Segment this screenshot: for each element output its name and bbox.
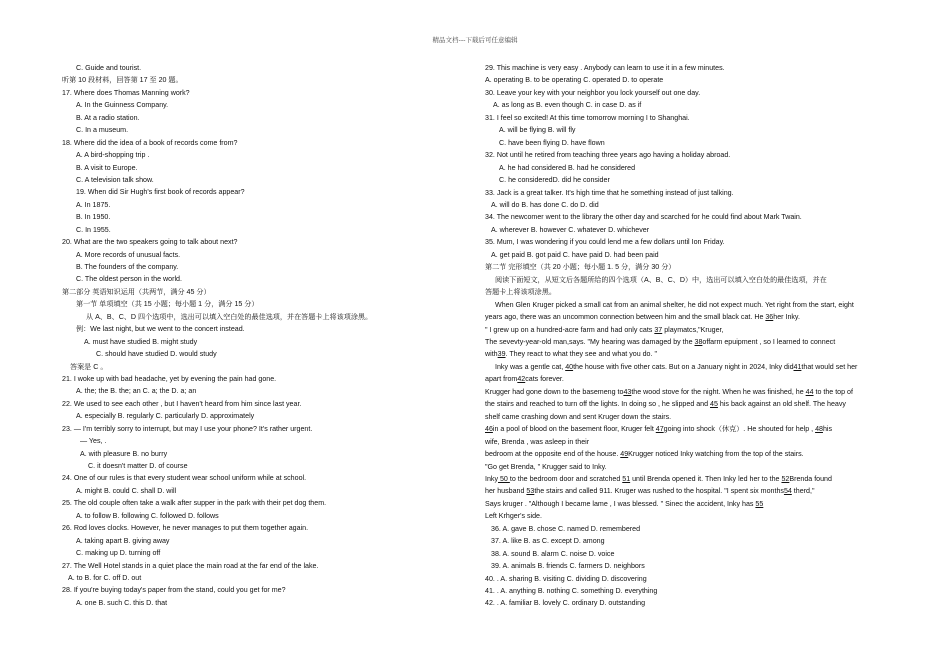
text-line: Inky 50 to the bedroom door and scratched 51 until Brenda opened it. Then Inky led her to the 52Brenda found — [485, 474, 832, 483]
text-line: 34. The newcomer went to the library the other day and scarched for he could find about Mark Twain. — [485, 213, 802, 222]
text-line: Says kruger . "Although I became lame , I was blessed. " Sinec the accident, Inky has 55 — [485, 499, 764, 508]
text-line: A. one B. such C. this D. that — [76, 598, 168, 607]
text-line: 第二部分 英语知识运用（共两节，满分 45 分） — [62, 287, 211, 296]
text-line: A. get paid B. got paid C. have paid D. had been paid — [491, 250, 659, 259]
text-line: A. will be flying B. will fly — [499, 126, 576, 135]
text-line: C. he consideredD. did he consider — [499, 176, 610, 185]
text-line: A. will do B. has done C. do D. did — [491, 200, 599, 209]
text-line: 37. A. like B. as C. except D. among — [491, 537, 605, 546]
text-line: her husband 53the stairs and called 911. Kruger was rushed to the hospital. "I spent six months54 therd," — [485, 487, 815, 496]
text-line: A. operating B. to be operating C. operated D. to operate — [485, 76, 664, 85]
text-line: A. to follow B. following C. followed D. follows — [76, 511, 219, 520]
text-line: A. as long as B. even though C. in case D. as if — [493, 101, 642, 110]
text-line: B. In 1950. — [76, 213, 111, 222]
text-line: C. In 1955. — [76, 225, 111, 234]
text-line: 从 A、B、C、D 四个选项中，选出可以填入空白处的最佳选项，并在答题卡上将该项涂黑。 — [86, 312, 373, 321]
text-line: A. In the Guinness Company. — [76, 101, 169, 110]
text-line: C. have been flying D. have flown — [499, 138, 605, 147]
text-line: C. Guide and tourist. — [76, 64, 142, 72]
text-line: 29. This machine is very easy . Anybody can learn to use it in a few minutes. — [485, 64, 725, 72]
text-line: "Go get Brenda, " Krugger said to Inky. — [485, 462, 607, 471]
text-line: A. A bird-shopping trip . — [76, 151, 150, 160]
text-line: A. wherever B. however C. whatever D. whichever — [491, 225, 650, 234]
text-line: A. taking apart B. giving away — [76, 536, 170, 545]
text-line: 22. We used to see each other , but I haven't heard from him since last year. — [62, 399, 302, 408]
text-line: apart from42cats forever. — [485, 375, 564, 384]
text-line: A. In 1875. — [76, 200, 111, 209]
text-line: 听第 10 段材料，回答第 17 至 20 题。 — [62, 76, 183, 85]
text-line: A. must have studied B. might study — [84, 337, 198, 346]
text-line: — Yes, . — [80, 437, 107, 446]
text-line: 17. Where does Thomas Manning work? — [62, 88, 190, 97]
text-line: bedroom at the opposite end of the house. 49Krugger noticed Inky watching from the top of the stairs. — [485, 450, 804, 459]
text-line: 46in a pool of blood on the basement floor, Kruger felt 47going into shock（休克）. He shouted for help , 48his — [485, 425, 833, 434]
text-line: C. should have studied D. would study — [96, 350, 217, 359]
text-line: with39. They react to what they see and what you do. " — [485, 350, 657, 359]
text-line: A. with pleasure B. no burry — [80, 449, 168, 458]
text-line: 32. Not until he retired from teaching three years ago having a holiday abroad. — [485, 151, 731, 160]
text-line: A. to B. for C. off D. out — [68, 573, 142, 582]
text-line: 36. A. gave B. chose C. named D. remembered — [491, 524, 641, 533]
text-line: B. At a radio station. — [76, 113, 140, 122]
text-line: 38. A. sound B. alarm C. noise D. voice — [491, 549, 615, 558]
text-line: A. especially B. regularly C. particularly D. approximately — [76, 412, 255, 421]
text-line: 31. I feel so excited! At this time tomorrow morning I to Shanghai. — [485, 113, 690, 122]
text-line: A. More records of unusual facts. — [76, 250, 181, 259]
text-line: C. it doesn't matter D. of course — [88, 462, 188, 470]
left-column — [62, 62, 462, 609]
text-line: 24. One of our rules is that every student wear school uniform while at school. — [62, 474, 307, 483]
text-line: 第二节 完形填空（共 20 小题；每小题 1. 5 分，满分 30 分） — [485, 263, 676, 272]
text-line: 阅读下面短文，从短文后各题所给的四个选项（A、B、C、D）中，选出可以填入空白处的最佳选项，并在 — [495, 275, 827, 284]
text-line: 23. — I'm terribly sorry to interrupt, but may I use your phone? It's rather urgent. — [62, 424, 313, 433]
text-line: wife, Brenda , was asleep in their — [485, 437, 590, 446]
text-line: When Glen Kruger picked a small cat from an animal shelter, he did not expect much. Yet right from the start, eight — [495, 300, 854, 309]
text-line: 20. What are the two speakers going to talk about next? — [62, 238, 238, 247]
text-line: 例：We last night, but we went to the concert instead. — [76, 325, 245, 334]
text-line: Left Krhger's side. — [485, 512, 542, 521]
text-line: 39. A. animals B. friends C. farmers D. neighbors — [491, 562, 645, 571]
text-line: 第一节 单项填空（共 15 小题；每小题 1 分，满分 15 分） — [76, 300, 259, 309]
text-line: B. A visit to Europe. — [76, 163, 138, 172]
text-line: C. making up D. turning off — [76, 549, 161, 558]
text-line: shelf came crashing down and sent Kruger down the stairs. — [485, 412, 672, 421]
text-line: Inky was a gentle cat, 40the house with five other cats. But on a January night in 2024, Inky did41that would set her — [495, 362, 858, 371]
text-line: C. In a museum. — [76, 126, 129, 135]
text-line: C. A television talk show. — [76, 175, 154, 184]
text-line: years ago, there was an uncommon connection between him and the small black cat. He 36her Inky. — [485, 313, 800, 322]
page-header: 精品文档---下载后可任意编辑 — [432, 36, 518, 44]
text-line: A. the; the B. the; an C. a; the D. a; an — [76, 387, 197, 396]
text-line: 42. . A. familiar B. lovely C. ordinary D. outstanding — [485, 599, 646, 608]
text-line: " I grew up on a hundred-acre farm and had only cats 37 playmatcs,"Kruger, — [485, 325, 724, 334]
text-line: B. The founders of the company. — [76, 263, 179, 271]
text-line: 25. The old couple often take a walk after supper in the park with their pet dog them. — [62, 499, 327, 508]
text-line: Krugger had gone down to the basemeng to43the wood stove for the night. When he was finished, he 44 to the top of — [485, 387, 853, 396]
right-column — [485, 62, 893, 610]
text-line: 19. When did Sir Hugh's first book of records appear? — [76, 188, 245, 197]
text-line: 28. If you're buying today's paper from the stand, could you get for me? — [62, 586, 286, 595]
text-line: C. The oldest person in the world. — [76, 275, 182, 284]
text-line: 41. . A. anything B. nothing C. something D. everything — [485, 587, 658, 596]
text-line: 40. . A. sharing B. visiting C. dividing D. discovering — [485, 574, 647, 583]
text-line: A. he had considered B. had he considered — [499, 163, 636, 172]
text-line: the stairs and reached to turn off the lights. In doing so , he slipped and 45 his back against an old shelf. The heavy — [485, 400, 846, 409]
text-line: The sevevty-year-old man,says. "My hearing was damaged by the 38offarm epuipment , so I learned to connect — [485, 337, 836, 346]
text-line: 30. Leave your key with your neighbor you lock yourself out one day. — [485, 88, 701, 97]
text-line: 27. The Well Hotel stands in a quiet place the main road at the far end of the lake. — [62, 561, 319, 570]
text-line: 答案是 C 。 — [70, 362, 108, 371]
text-line: 18. Where did the idea of a book of records come from? — [62, 138, 238, 147]
text-line: 33. Jack is a great talker. It's high time that he something instead of just talking. — [485, 188, 734, 197]
text-line: 35. Mum, I was wondering if you could lend me a few dollars until Ion Friday. — [485, 238, 725, 247]
text-line: 21. I woke up with bad headache, yet by evening the pain had gone. — [62, 374, 277, 383]
text-line: 26. Rod loves clocks. However, he never manages to put them together again. — [62, 524, 309, 533]
text-line: 答题卡上将该项涂黑。 — [485, 288, 556, 297]
text-line: A. might B. could C. shall D. will — [76, 486, 177, 495]
